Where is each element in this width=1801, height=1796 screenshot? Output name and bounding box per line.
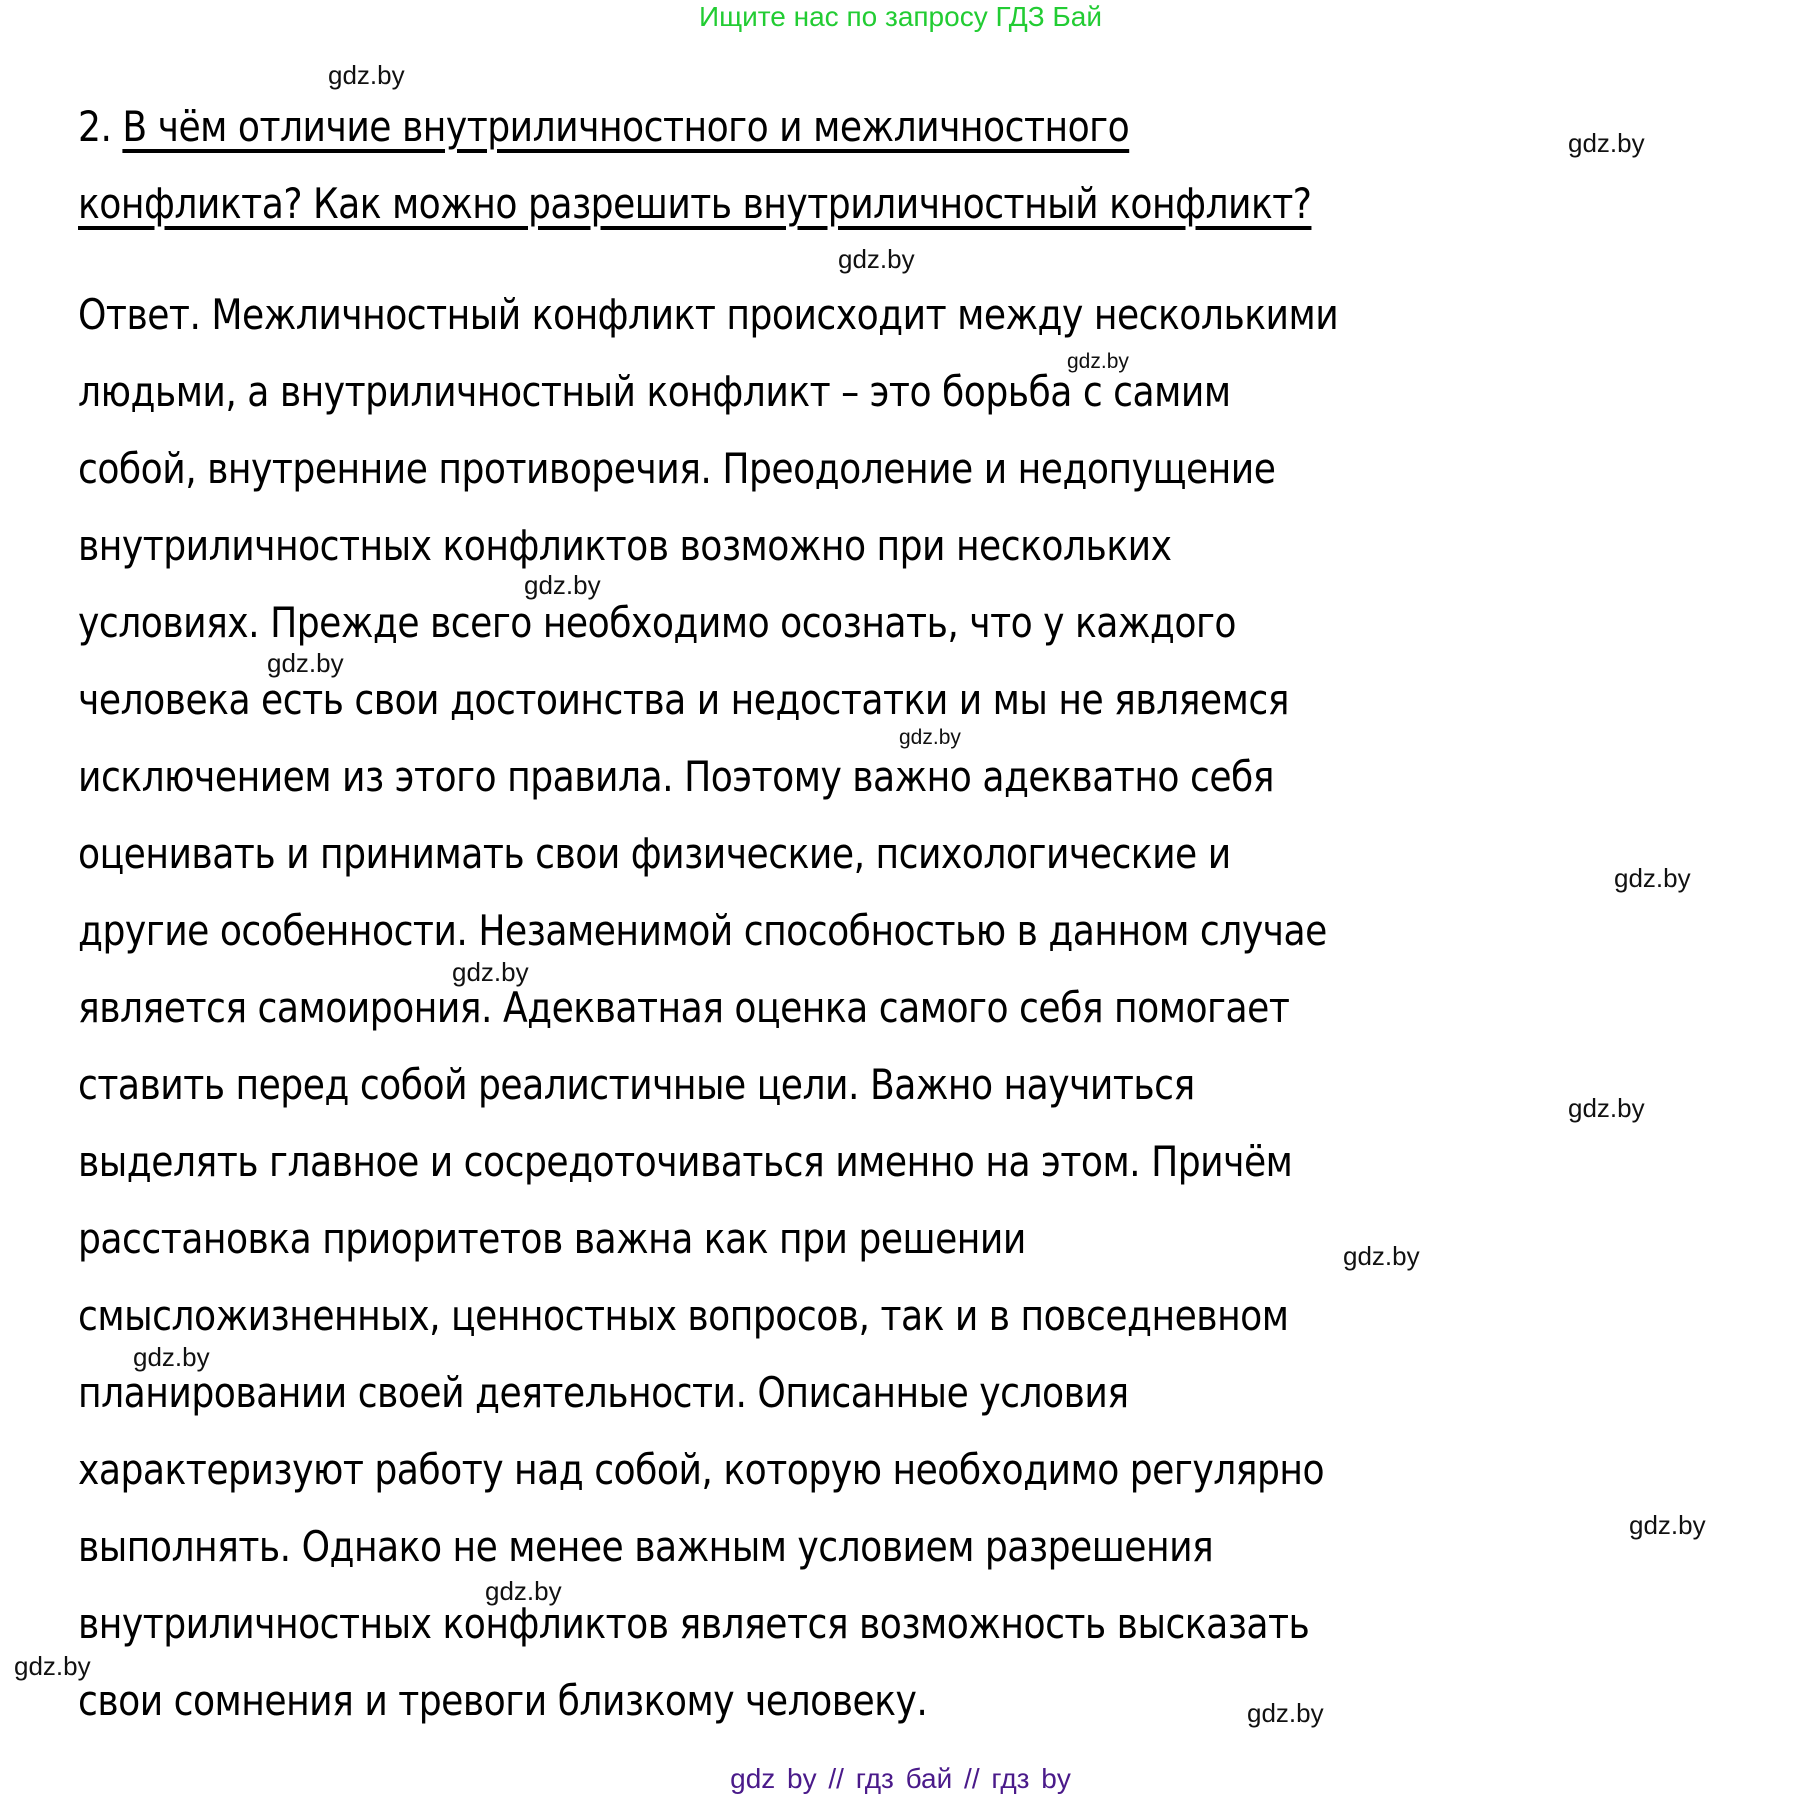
watermark: gdz.by bbox=[524, 570, 601, 600]
watermark: gdz.by bbox=[1343, 1241, 1420, 1271]
watermark: gdz.by bbox=[14, 1651, 91, 1681]
watermark: gdz.by bbox=[485, 1576, 562, 1606]
watermark: gdz.by bbox=[1568, 128, 1645, 158]
search-hint-banner: Ищите нас по запросу ГДЗ Бай bbox=[698, 1, 1103, 32]
answer-line: другие особенности. Незаменимой способностью в данном случае bbox=[78, 906, 1327, 955]
watermark: gdz.by bbox=[267, 648, 344, 678]
answer-line: выполнять. Однако не менее важным условием разрешения bbox=[78, 1522, 1214, 1571]
answer-line: человека есть свои достоинства и недостатки и мы не являемся bbox=[78, 675, 1289, 724]
question-line-1 bbox=[78, 97, 1129, 157]
question-text: В чём отличие внутриличностного и межличностного bbox=[122, 102, 1130, 151]
answer-line: Ответ. Межличностный конфликт происходит между несколькими bbox=[78, 290, 1339, 339]
watermark: gdz.by bbox=[328, 60, 405, 90]
answer-line: планировании своей деятельности. Описанные условия bbox=[78, 1368, 1129, 1417]
question-line-2: конфликта? Как можно разрешить внутриличностный конфликт? bbox=[78, 179, 1312, 228]
watermark: gdz.by bbox=[1247, 1698, 1324, 1728]
question-number: 2. bbox=[78, 102, 112, 151]
answer-line: собой, внутренние противоречия. Преодоление и недопущение bbox=[78, 444, 1276, 493]
answer-line: условиях. Прежде всего необходимо осознать, что у каждого bbox=[78, 598, 1237, 647]
answer-line: выделять главное и сосредоточиваться именно на этом. Причём bbox=[78, 1137, 1293, 1186]
answer-line: расстановка приоритетов важна как при решении bbox=[78, 1214, 1026, 1263]
watermark: gdz.by bbox=[838, 244, 915, 274]
answer-line: людьми, а внутриличностный конфликт – это борьба с самим bbox=[78, 367, 1231, 416]
footer-links-text: gdz by // гдз бай // гдз by bbox=[730, 1763, 1071, 1794]
answer-line: свои сомнения и тревоги близкому человеку. bbox=[78, 1676, 928, 1725]
answer-line: оценивать и принимать свои физические, психологические и bbox=[78, 829, 1231, 878]
answer-line: смысложизненных, ценностных вопросов, так и в повседневном bbox=[78, 1291, 1289, 1340]
watermark: gdz.by bbox=[1614, 863, 1691, 893]
answer-line: исключением из этого правила. Поэтому важно адекватно себя bbox=[78, 752, 1275, 801]
answer-line: характеризуют работу над собой, которую необходимо регулярно bbox=[78, 1445, 1325, 1494]
watermark: gdz.by bbox=[133, 1342, 210, 1372]
answer-line: является самоирония. Адекватная оценка самого себя помогает bbox=[78, 983, 1290, 1032]
watermark: gdz.by bbox=[1568, 1093, 1645, 1123]
watermark: gdz.by bbox=[1629, 1510, 1706, 1540]
watermark: gdz.by bbox=[899, 726, 961, 749]
answer-line: ставить перед собой реалистичные цели. Важно научиться bbox=[78, 1060, 1195, 1109]
watermark: gdz.by bbox=[452, 957, 529, 987]
answer-line: внутриличностных конфликтов является возможность высказать bbox=[78, 1599, 1310, 1648]
watermark: gdz.by bbox=[1067, 350, 1129, 373]
answer-line: внутриличностных конфликтов возможно при нескольких bbox=[78, 521, 1172, 570]
